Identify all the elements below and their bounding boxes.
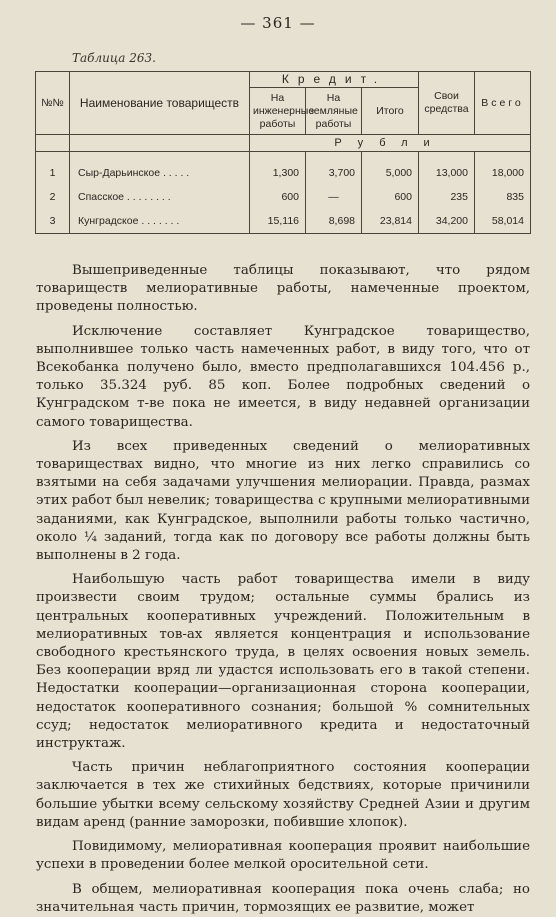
paragraph: Часть причин неблагоприятного состояния кооперации заключается в тех же стихийных бедствиях, которые причинили большие убытки всему сельскому хозяйству Средней Азии и другим видам аренд (ранние заморозки, побившие хлопок). (36, 760, 530, 830)
paragraph: В общем, мелиоративная кооперация пока очень слаба; но значительная часть причин, тормозящих ее развитие, может (36, 881, 530, 915)
header-all: Всего (475, 72, 531, 135)
row-all: 18,000 (475, 152, 531, 186)
paragraph: Из всех приведенных сведений о мелиоративных товариществах видно, что многие из них легко справились со взятыми на себя задачами улучшения мелиорации. Правда, размах этих работ был невелик; товарищества с крупными мелиоративными заданиями, как Кунградское, выполнили работы только частично, около ¼ заданий, тогда как по договору все работы должны быть выполнены в 2 года. (36, 438, 530, 564)
row-name: Спасское . . . . . . . . (70, 185, 250, 209)
row-name: Сыр-Дарьинское . . . . . (70, 152, 250, 186)
row-name: Кунградское . . . . . . . (70, 209, 250, 234)
row-total: 5,000 (362, 152, 419, 186)
row-all: 58,014 (475, 209, 531, 234)
row-total: 600 (362, 185, 419, 209)
paragraph: Повидимому, мелиоративная кооперация проявит наибольшие успехи в проведении более мелкой оросительной сети. (36, 839, 530, 873)
paragraph: Наибольшую часть работ товарищества имели в виду произвести своим трудом; остальные суммы брались из центральных кооперативных учреждений. Положительным в мелиоративных тов-ах является концентрация и использование свободного крестьянского труда, в целях освоения новых земель. Без кооперации вряд ли удастся использовать его в такой степени. Недостатки кооперации—организационная сторона кооперации, недостаток кооперативного сознания; большой % сомнительных ссуд; недостаток мелиоративного кредита и недостаточный инструктаж. (36, 572, 530, 752)
row-land: — (306, 185, 362, 209)
row-land: 3,700 (306, 152, 362, 186)
header-units: Рубли (250, 135, 531, 152)
table-row (36, 185, 531, 209)
paragraph: Вышеприведенные таблицы показывают, что рядом товариществ мелиоративные работы, намеченные проектом, проведены полностью. (36, 263, 530, 315)
row-engineering: 1,300 (250, 152, 306, 186)
header-total: Итого (362, 88, 419, 135)
row-own: 235 (419, 185, 475, 209)
header-name: Наименование товариществ (70, 72, 250, 135)
header-land: На земляные работы (306, 88, 362, 135)
row-engineering: 15,116 (250, 209, 306, 234)
row-num: 1 (36, 152, 70, 186)
row-num: 3 (36, 209, 70, 234)
row-own: 13,000 (419, 152, 475, 186)
paragraph: Исключение составляет Кунградское товарищество, выполнившее только часть намеченных работ, в виду того, что от Всекобанка получено было, вместо предполагавшихся 104.456 р., только 35.324 руб. 85 коп. Более подробных сведений о Кунградском т-ве пока не имеется, в виду недавней организации самого товарищества. (36, 323, 530, 430)
table-row (36, 152, 531, 186)
body-text (36, 262, 530, 917)
header-own: Свои средства (419, 72, 475, 135)
page-number: — 361 — (240, 14, 316, 32)
header-engineering: На инженерные работы (250, 88, 306, 135)
table-row (36, 209, 531, 234)
row-land: 8,698 (306, 209, 362, 234)
row-engineering: 600 (250, 185, 306, 209)
credit-table (35, 71, 531, 234)
table-caption: Таблица 263. (72, 51, 156, 65)
header-num: №№ (36, 72, 70, 135)
row-own: 34,200 (419, 209, 475, 234)
row-num: 2 (36, 185, 70, 209)
row-total: 23,814 (362, 209, 419, 234)
header-credit: Кредит. (250, 72, 419, 88)
row-all: 835 (475, 185, 531, 209)
